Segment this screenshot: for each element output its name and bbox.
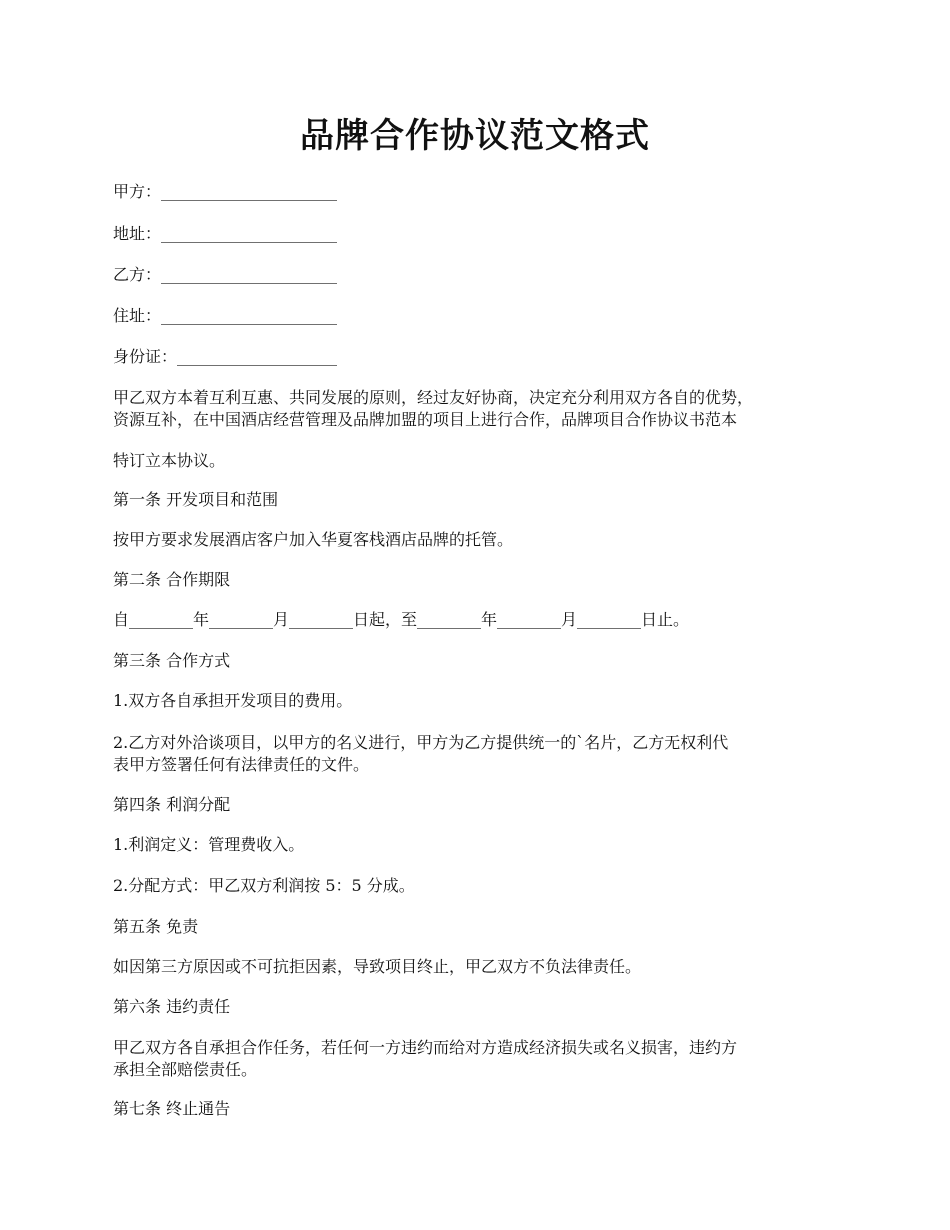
article-2-title: 第二条 合作期限 [113, 570, 231, 589]
residence-field: 住址：______________________ [113, 306, 338, 325]
article-4-item-1: 1.利润定义：管理费收入。 [113, 835, 305, 854]
article-6-title: 第六条 违约责任 [113, 997, 231, 1016]
party-b-field: 乙方：______________________ [113, 265, 338, 284]
article-5-title: 第五条 免责 [113, 917, 199, 936]
intro-line-1: 甲乙双方本着互利互惠、共同发展的原则，经过友好协商，决定充分利用双方各自的优势， [113, 388, 754, 407]
article-7-title: 第七条 终止通告 [113, 1099, 231, 1118]
id-card-field: 身份证：____________________ [113, 347, 338, 366]
article-5-body: 如因第三方原因或不可抗拒因素，导致项目终止，甲乙双方不负法律责任。 [113, 957, 642, 976]
article-6-body-line-1: 甲乙双方各自承担合作任务，若任何一方违约而给对方造成经济损失或名义损害，违约方 [113, 1038, 738, 1057]
article-4-item-2: 2.分配方式：甲乙双方利润按 5：5 分成。 [113, 876, 415, 895]
party-a-field: 甲方：______________________ [113, 182, 338, 201]
article-3-item-2-line-1: 2.乙方对外洽谈项目，以甲方的名义进行，甲方为乙方提供统一的`名片，乙方无权利代 [113, 733, 729, 752]
article-3-title: 第三条 合作方式 [113, 651, 231, 670]
article-1-title: 第一条 开发项目和范围 [113, 490, 279, 509]
article-1-body: 按甲方要求发展酒店客户加入华夏客栈酒店品牌的托管。 [113, 530, 514, 549]
article-2-body: 自________年________月________日起，至________年________月________日止。 [113, 610, 690, 629]
article-4-title: 第四条 利润分配 [113, 795, 231, 814]
document-title: 品牌合作协议范文格式 [300, 116, 650, 156]
intro-line-3: 特订立本协议。 [113, 451, 226, 470]
intro-line-2: 资源互补，在中国酒店经营管理及品牌加盟的项目上进行合作，品牌项目合作协议书范本 [113, 410, 738, 429]
article-3-item-1: 1.双方各自承担开发项目的费用。 [113, 691, 353, 710]
article-6-body-line-2: 承担全部赔偿责任。 [113, 1060, 258, 1079]
address-field: 地址：______________________ [113, 224, 338, 243]
article-3-item-2-line-2: 表甲方签署任何有法律责任的文件。 [113, 755, 370, 774]
